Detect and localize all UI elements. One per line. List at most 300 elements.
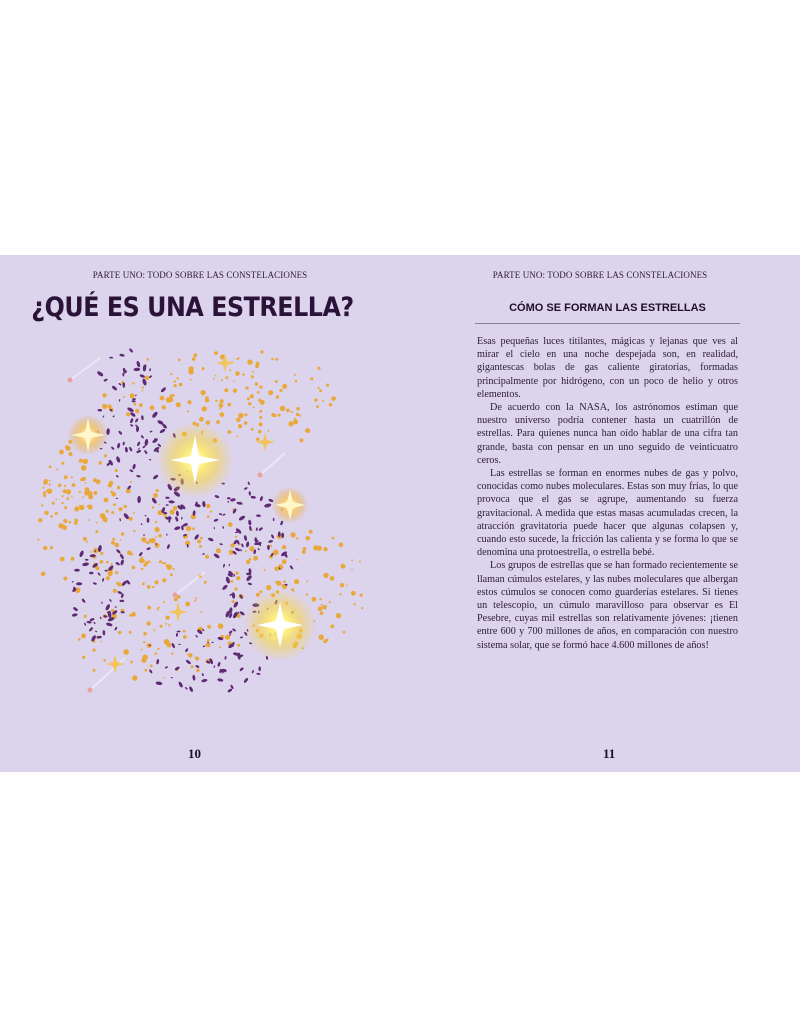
dust-particle xyxy=(141,415,144,420)
dust-particle xyxy=(256,438,259,441)
dust-particle xyxy=(112,538,115,541)
dust-particle xyxy=(43,487,45,489)
dust-particle xyxy=(243,677,249,683)
dust-particle xyxy=(106,510,109,513)
dust-particle xyxy=(170,373,172,375)
dust-particle xyxy=(253,406,255,408)
dust-particle xyxy=(81,598,86,603)
dust-particle xyxy=(278,564,284,570)
dust-particle xyxy=(183,635,187,639)
dust-particle xyxy=(132,398,136,400)
dust-particle xyxy=(245,386,248,389)
dust-particle xyxy=(102,630,105,635)
dust-particle xyxy=(289,565,294,570)
dust-particle xyxy=(59,450,64,455)
dust-particle xyxy=(111,446,115,450)
dust-particle xyxy=(61,462,64,465)
dust-particle xyxy=(132,675,137,680)
dust-particle xyxy=(222,513,226,516)
dust-particle xyxy=(222,584,229,591)
dust-particle xyxy=(102,415,104,418)
dust-particle xyxy=(79,459,83,463)
dust-particle xyxy=(199,417,204,422)
dust-particle xyxy=(202,501,206,508)
page-number: 10 xyxy=(188,746,201,761)
dust-particle xyxy=(192,675,196,681)
dust-particle xyxy=(247,397,250,400)
dust-particle xyxy=(139,558,144,563)
dust-particle xyxy=(157,648,159,650)
dust-particle xyxy=(145,376,150,381)
dust-particle xyxy=(173,506,178,511)
dust-particle xyxy=(155,681,162,685)
dust-particle xyxy=(246,541,250,547)
dust-particle xyxy=(93,621,96,624)
dust-particle xyxy=(323,639,327,643)
dust-particle xyxy=(321,604,323,606)
dust-particle xyxy=(85,482,87,484)
dust-particle xyxy=(79,505,81,507)
dust-particle xyxy=(109,481,113,485)
dust-particle xyxy=(149,669,153,674)
dust-particle xyxy=(98,461,102,465)
dust-particle xyxy=(237,644,240,647)
dust-particle xyxy=(323,547,327,551)
dust-particle xyxy=(258,527,263,532)
dust-particle xyxy=(163,601,165,603)
dust-particle xyxy=(70,557,74,561)
dust-particle xyxy=(162,578,166,582)
dust-particle xyxy=(271,534,275,539)
dust-particle xyxy=(227,501,229,504)
dust-particle xyxy=(108,571,113,576)
dust-particle xyxy=(218,623,224,629)
dust-particle xyxy=(326,384,329,387)
dust-particle xyxy=(121,532,124,535)
dust-particle xyxy=(38,518,42,522)
dust-particle xyxy=(247,481,250,485)
dust-particle xyxy=(156,489,159,492)
dust-particle xyxy=(210,510,212,512)
dust-particle xyxy=(248,520,252,526)
dust-particle xyxy=(137,496,141,503)
dust-particle xyxy=(50,546,53,549)
dust-particle xyxy=(305,428,310,433)
dust-particle xyxy=(220,399,224,403)
dust-particle xyxy=(138,447,140,450)
dust-particle xyxy=(61,502,63,504)
dust-particle xyxy=(246,560,250,564)
dust-particle xyxy=(49,480,51,482)
dust-particle xyxy=(312,597,317,602)
dust-particle xyxy=(259,416,262,419)
dust-particle xyxy=(41,572,46,577)
dust-particle xyxy=(130,418,134,424)
dust-particle xyxy=(159,504,161,506)
dust-particle xyxy=(87,491,92,496)
dust-particle xyxy=(176,511,179,517)
dust-particle xyxy=(96,636,101,639)
dust-particle xyxy=(217,662,221,667)
dust-particle xyxy=(140,435,144,439)
dust-particle xyxy=(127,550,132,555)
dust-particle xyxy=(194,353,198,357)
dust-particle xyxy=(256,673,260,676)
dust-particle xyxy=(139,403,143,407)
dust-particle xyxy=(118,430,123,435)
dust-particle xyxy=(114,626,118,630)
dust-particle xyxy=(151,497,158,504)
dust-particle xyxy=(174,598,178,602)
dust-particle xyxy=(230,684,234,689)
dust-particle xyxy=(322,400,324,402)
dust-particle xyxy=(310,377,313,380)
star-cluster-illustration xyxy=(30,340,380,710)
dust-particle xyxy=(150,538,155,543)
dust-particle xyxy=(97,409,102,412)
dust-particle xyxy=(185,687,188,690)
dust-particle xyxy=(211,642,214,644)
dust-particle xyxy=(249,546,254,551)
dust-particle xyxy=(64,485,66,487)
dust-particle xyxy=(104,498,109,503)
dust-particle xyxy=(81,633,86,638)
dust-particle xyxy=(280,406,285,411)
dust-particle xyxy=(296,413,299,416)
dust-particle xyxy=(360,594,363,597)
paragraph: De acuerdo con la NASA, los astrónomos estiman que nuestro universo podría contener hasta un cuatrillón de estrellas. Para quienes nunca han oído hablar de una cifra tan grande, basta con pensar en un uno seguido de veinticuatro ceros. xyxy=(477,402,738,466)
dust-particle xyxy=(216,420,220,424)
dust-particle xyxy=(56,469,58,471)
dust-particle xyxy=(72,613,78,617)
dust-particle xyxy=(260,350,263,353)
dust-particle xyxy=(213,378,215,380)
dust-particle xyxy=(235,536,237,538)
dust-particle xyxy=(282,559,287,564)
dust-particle xyxy=(101,641,103,643)
dust-particle xyxy=(253,556,258,561)
dust-particle xyxy=(171,643,176,649)
dust-particle xyxy=(83,537,87,541)
dust-particle xyxy=(257,548,260,551)
dust-particle xyxy=(83,459,88,464)
dust-particle xyxy=(205,555,209,559)
dust-particle xyxy=(164,677,166,679)
dust-particle xyxy=(332,537,335,540)
dust-particle xyxy=(159,428,166,434)
dust-particle xyxy=(147,621,151,625)
dust-particle xyxy=(102,404,107,409)
dust-particle xyxy=(271,392,273,394)
dust-particle xyxy=(351,591,356,596)
dust-particle xyxy=(251,428,254,431)
dust-particle xyxy=(319,635,324,640)
dust-particle xyxy=(119,353,125,357)
dust-particle xyxy=(72,581,74,583)
dust-particle xyxy=(74,521,78,525)
dust-particle xyxy=(106,576,110,580)
dust-particle xyxy=(195,656,199,660)
dust-particle xyxy=(339,543,344,548)
dust-particle xyxy=(201,673,204,677)
dust-particle xyxy=(313,545,318,550)
dust-particle xyxy=(229,564,231,567)
dust-particle xyxy=(359,561,361,563)
dust-particle xyxy=(233,380,235,382)
dust-particle xyxy=(66,497,69,500)
dust-particle xyxy=(264,569,266,571)
dust-particle xyxy=(79,550,85,558)
dust-particle xyxy=(149,368,151,371)
dust-particle xyxy=(130,424,134,427)
dust-particle xyxy=(127,407,135,413)
dust-particle xyxy=(113,589,117,593)
dust-particle xyxy=(118,631,122,635)
dust-particle xyxy=(129,469,134,473)
right-page xyxy=(400,255,800,772)
dust-particle xyxy=(76,582,82,585)
dust-particle xyxy=(37,539,39,541)
dust-particle xyxy=(43,546,47,550)
dust-particle xyxy=(58,484,62,488)
dust-particle xyxy=(166,642,171,647)
dust-particle xyxy=(80,478,83,481)
dust-particle xyxy=(133,530,135,532)
dust-particle xyxy=(244,487,248,491)
dust-particle xyxy=(117,486,121,490)
dust-particle xyxy=(100,616,102,619)
dust-particle xyxy=(148,560,151,563)
dust-particle xyxy=(105,604,111,612)
dust-particle xyxy=(115,571,118,574)
dust-particle xyxy=(219,408,221,410)
dust-particle xyxy=(290,411,292,413)
dust-particle xyxy=(224,656,226,660)
dust-particle xyxy=(129,446,133,451)
dust-particle xyxy=(136,475,141,478)
dust-particle xyxy=(142,386,144,388)
dust-particle xyxy=(295,380,298,383)
dust-particle xyxy=(166,504,169,506)
dust-particle xyxy=(174,384,177,387)
dust-particle xyxy=(136,426,140,432)
page-title: ¿QUÉ ES UNA ESTRELLA? xyxy=(31,292,354,323)
dust-particle xyxy=(273,518,275,521)
dust-particle xyxy=(236,418,241,423)
dust-particle xyxy=(152,586,154,588)
running-head: PARTE UNO: TODO SOBRE LAS CONSTELACIONES xyxy=(492,270,708,280)
dust-particle xyxy=(146,358,149,361)
dust-particle xyxy=(195,665,200,669)
bright-stars xyxy=(68,354,316,673)
dust-particle xyxy=(288,421,293,426)
dust-particle xyxy=(129,614,132,617)
dust-particle xyxy=(276,581,281,586)
dust-particle xyxy=(188,400,192,404)
dust-particle xyxy=(130,661,133,664)
dust-particle xyxy=(181,517,183,520)
dust-particle xyxy=(202,406,207,411)
dust-particle xyxy=(86,541,88,543)
dust-particle xyxy=(227,497,231,499)
dust-particle xyxy=(130,393,135,398)
dust-particle xyxy=(286,409,290,413)
dust-particle xyxy=(63,577,67,581)
page-number: 11 xyxy=(603,746,616,761)
dust-particle xyxy=(147,585,151,589)
dust-particle xyxy=(170,573,173,576)
dust-particle xyxy=(63,519,67,523)
dust-particle xyxy=(96,479,101,484)
dust-particle xyxy=(258,430,262,434)
dust-particle xyxy=(55,512,58,515)
dust-particle xyxy=(205,399,209,403)
dust-particle xyxy=(187,410,189,412)
dust-particle xyxy=(81,465,87,471)
dust-particle xyxy=(102,578,105,582)
dust-particle xyxy=(240,549,242,552)
dust-particle xyxy=(200,611,202,613)
dust-particle xyxy=(72,606,78,612)
dust-particle xyxy=(111,563,113,565)
dust-particle xyxy=(100,552,103,555)
dust-particle xyxy=(201,678,208,682)
dust-particle xyxy=(129,348,134,353)
dust-particle xyxy=(166,533,168,536)
dust-particle xyxy=(153,629,155,631)
dust-particle xyxy=(243,535,247,541)
dust-particle xyxy=(188,653,192,657)
dust-particle xyxy=(143,632,147,636)
dust-particle xyxy=(278,414,281,417)
dust-particle xyxy=(136,449,142,453)
dust-particle xyxy=(118,383,122,386)
dust-particle xyxy=(124,505,127,508)
dust-particle xyxy=(109,599,112,603)
dust-particle xyxy=(84,622,87,626)
dust-particle xyxy=(113,503,116,506)
dust-particle xyxy=(188,366,193,371)
dust-particle xyxy=(170,510,175,515)
dust-particle xyxy=(155,527,160,532)
dust-particle xyxy=(330,576,335,581)
dust-particle xyxy=(85,559,89,561)
dust-particle xyxy=(160,387,167,393)
dust-particle xyxy=(138,551,143,556)
dust-particle xyxy=(171,677,173,679)
dust-particle xyxy=(141,649,143,651)
dust-particle xyxy=(259,496,263,502)
dust-particle xyxy=(147,518,150,523)
dust-particle xyxy=(144,450,148,455)
dust-particle xyxy=(155,652,158,655)
dust-particle xyxy=(66,489,71,494)
dust-particle xyxy=(200,537,203,540)
dust-particle xyxy=(162,562,164,564)
dust-particle xyxy=(219,543,223,546)
dust-particle xyxy=(185,659,191,665)
dust-particle xyxy=(64,506,67,509)
dust-particle xyxy=(340,583,344,587)
dust-particle xyxy=(259,590,262,593)
dust-particle xyxy=(165,666,169,669)
dust-particle xyxy=(129,411,136,417)
dust-particle xyxy=(248,582,253,585)
dust-particle xyxy=(299,415,301,417)
dust-particle xyxy=(291,532,296,537)
dust-particle xyxy=(139,374,145,379)
dust-particle xyxy=(222,526,224,529)
dust-particle xyxy=(129,631,132,634)
dust-particle xyxy=(145,541,147,543)
dust-particle xyxy=(104,454,107,457)
dust-particle xyxy=(65,445,69,449)
dust-particle xyxy=(299,438,303,442)
dust-particle xyxy=(132,464,136,470)
dust-particle xyxy=(119,600,124,603)
dust-particle xyxy=(150,405,155,410)
dust-particle xyxy=(120,559,125,566)
body-text xyxy=(477,335,738,652)
dust-particle xyxy=(233,389,237,393)
dust-particle xyxy=(268,540,273,543)
dust-particle xyxy=(246,573,251,576)
dust-particle xyxy=(103,659,106,662)
dust-particle xyxy=(132,400,136,402)
dust-particle xyxy=(144,515,146,517)
dust-particle xyxy=(308,537,310,539)
dust-particle xyxy=(248,402,251,405)
dust-particle xyxy=(238,424,242,428)
dust-particle xyxy=(115,469,118,472)
dust-particle xyxy=(217,678,223,682)
dust-particle xyxy=(220,412,225,417)
dust-particle xyxy=(115,456,121,463)
dust-particle xyxy=(232,592,236,599)
dust-particle xyxy=(155,580,159,584)
dust-particle xyxy=(126,412,130,416)
dust-particle xyxy=(140,523,142,525)
dust-particle xyxy=(274,415,277,418)
dust-particle xyxy=(95,530,98,533)
dust-particle xyxy=(152,474,159,480)
dust-particle xyxy=(165,496,170,499)
dust-particle xyxy=(219,646,221,648)
dust-particle xyxy=(303,547,307,551)
dust-particle xyxy=(166,564,172,570)
dust-particle xyxy=(294,579,299,584)
dust-particle xyxy=(74,569,80,572)
dust-particle xyxy=(119,399,121,402)
dust-particle xyxy=(185,602,190,607)
dust-particle xyxy=(174,526,181,531)
dust-particle xyxy=(241,543,244,547)
dust-particle xyxy=(115,543,120,548)
dust-particle xyxy=(302,550,306,554)
dust-particle xyxy=(225,376,228,379)
dust-particle xyxy=(252,371,254,373)
dust-particle xyxy=(351,569,353,571)
dust-particle xyxy=(43,494,46,497)
dust-particle xyxy=(200,390,205,395)
dust-particle xyxy=(214,495,219,499)
dust-particle xyxy=(155,536,157,538)
dust-particle xyxy=(177,377,179,379)
section-title: CÓMO SE FORMAN LAS ESTRELLAS xyxy=(509,302,706,314)
dust-particle xyxy=(216,548,221,553)
dust-particle xyxy=(238,515,246,522)
dust-particle xyxy=(228,522,233,527)
